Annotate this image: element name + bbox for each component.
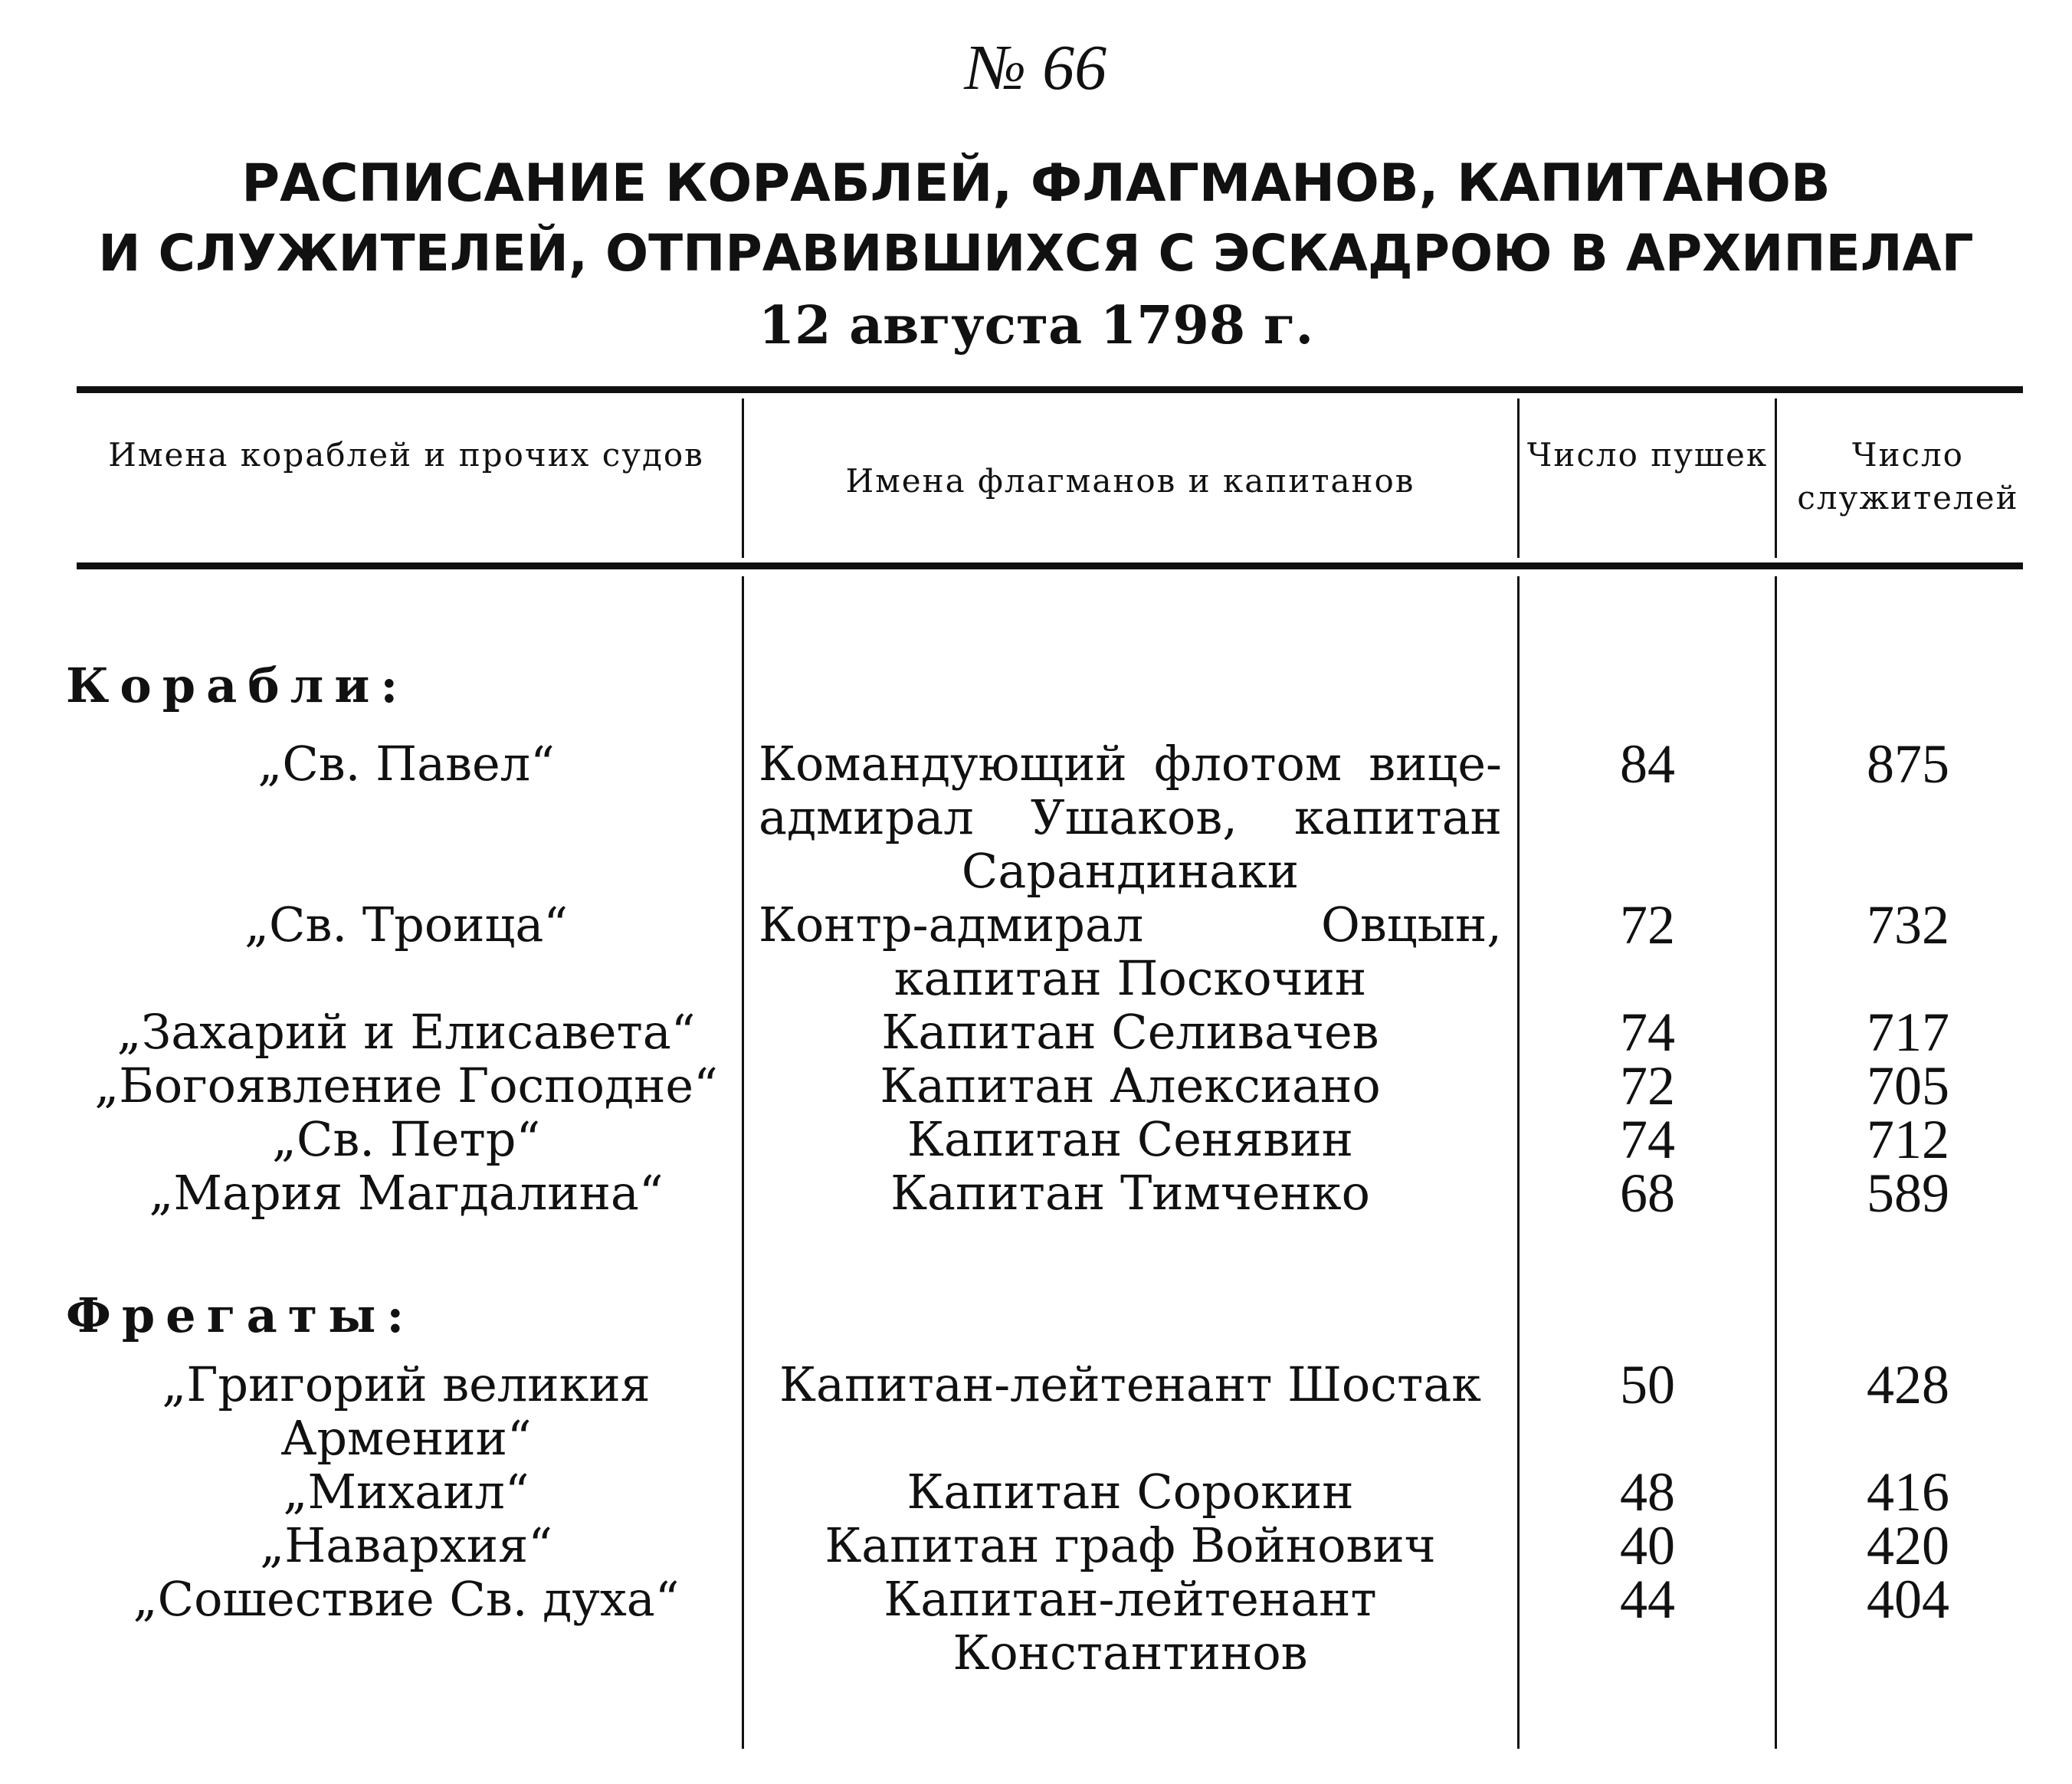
captain-name: Капитан Сорокин [906, 1464, 1354, 1520]
table-top-rule [77, 386, 2023, 393]
captain-name: Командующий флотом вице-адмирал Ушаков, капитан Сарандинаки [759, 736, 1502, 899]
document-title-line-2: И СЛУЖИТЕЛЕЙ, ОТПРАВИВШИХСЯ С ЭСКАДРОЮ В АРХИПЕЛАГ [98, 224, 1974, 283]
header-guns: Число пушек [1526, 436, 1769, 474]
ship-name: „Сошествие Св. духа“ [133, 1571, 680, 1627]
group-label-ships: Корабли: [66, 658, 409, 713]
document-title-line-1: РАСПИСАНИЕ КОРАБЛЕЙ, ФЛАГМАНОВ, КАПИТАНОВ [241, 153, 1831, 214]
ship-name: „Навархия“ [260, 1517, 552, 1573]
document-number: № 66 [965, 32, 1107, 103]
group-label-frigates: Фрегаты: [66, 1287, 415, 1343]
header-captains: Имена флагманов и капитанов [845, 462, 1415, 500]
crew-count: 428 [1867, 1354, 1949, 1415]
ship-name: „Михаил“ [283, 1464, 529, 1520]
document-title-date: 12 августа 1798 г. [758, 295, 1314, 356]
crew-count: 717 [1867, 1002, 1949, 1063]
ship-name: „Св. Петр“ [271, 1111, 541, 1167]
column-divider [1517, 398, 1520, 558]
column-divider [1775, 398, 1777, 558]
crew-count: 732 [1867, 894, 1949, 956]
header-ships: Имена кораблей и прочих судов [108, 436, 704, 474]
ship-name: „Григорий великия Армении“ [162, 1356, 651, 1466]
crew-count: 705 [1867, 1055, 1949, 1117]
crew-count: 712 [1867, 1109, 1949, 1170]
guns-count: 74 [1620, 1109, 1675, 1170]
captain-name: Капитан Алексиано [880, 1058, 1381, 1113]
captain-name: Капитан Тимченко [890, 1165, 1370, 1221]
ship-name: „Мария Магдалина“ [149, 1165, 664, 1221]
captain-name: Контр-адмирал Овцын, капитан Поскочин [759, 897, 1502, 1006]
guns-count: 72 [1620, 1055, 1675, 1117]
captain-name: Капитан-лейтенант Шостак [779, 1356, 1481, 1412]
column-divider [1775, 576, 1777, 1749]
guns-count: 68 [1620, 1163, 1675, 1224]
captain-name: Капитан граф Войнович [825, 1517, 1436, 1573]
captain-name: Капитан Селивачев [881, 1004, 1379, 1060]
column-divider [742, 398, 744, 558]
header-crew: Число служителей [1797, 436, 2019, 517]
guns-count: 50 [1620, 1354, 1675, 1415]
crew-count: 420 [1867, 1515, 1949, 1576]
captain-name: Капитан-лейтенант Константинов [884, 1571, 1377, 1681]
captain-name: Капитан Сенявин [906, 1111, 1353, 1167]
guns-count: 74 [1620, 1002, 1675, 1063]
column-divider [1517, 576, 1520, 1749]
guns-count: 84 [1620, 733, 1675, 795]
ship-name: „Богоявление Господне“ [94, 1058, 718, 1113]
ship-name: „Св. Павел“ [257, 736, 555, 792]
guns-count: 72 [1620, 894, 1675, 956]
guns-count: 48 [1620, 1461, 1675, 1523]
crew-count: 404 [1867, 1569, 1949, 1630]
crew-count: 875 [1867, 733, 1949, 795]
guns-count: 40 [1620, 1515, 1675, 1576]
ship-name: „Св. Троица“ [244, 897, 569, 953]
guns-count: 44 [1620, 1569, 1675, 1630]
crew-count: 416 [1867, 1461, 1949, 1523]
ship-name: „Захарий и Елисавета“ [116, 1004, 696, 1060]
crew-count: 589 [1867, 1163, 1949, 1224]
table-header-rule [77, 562, 2023, 569]
